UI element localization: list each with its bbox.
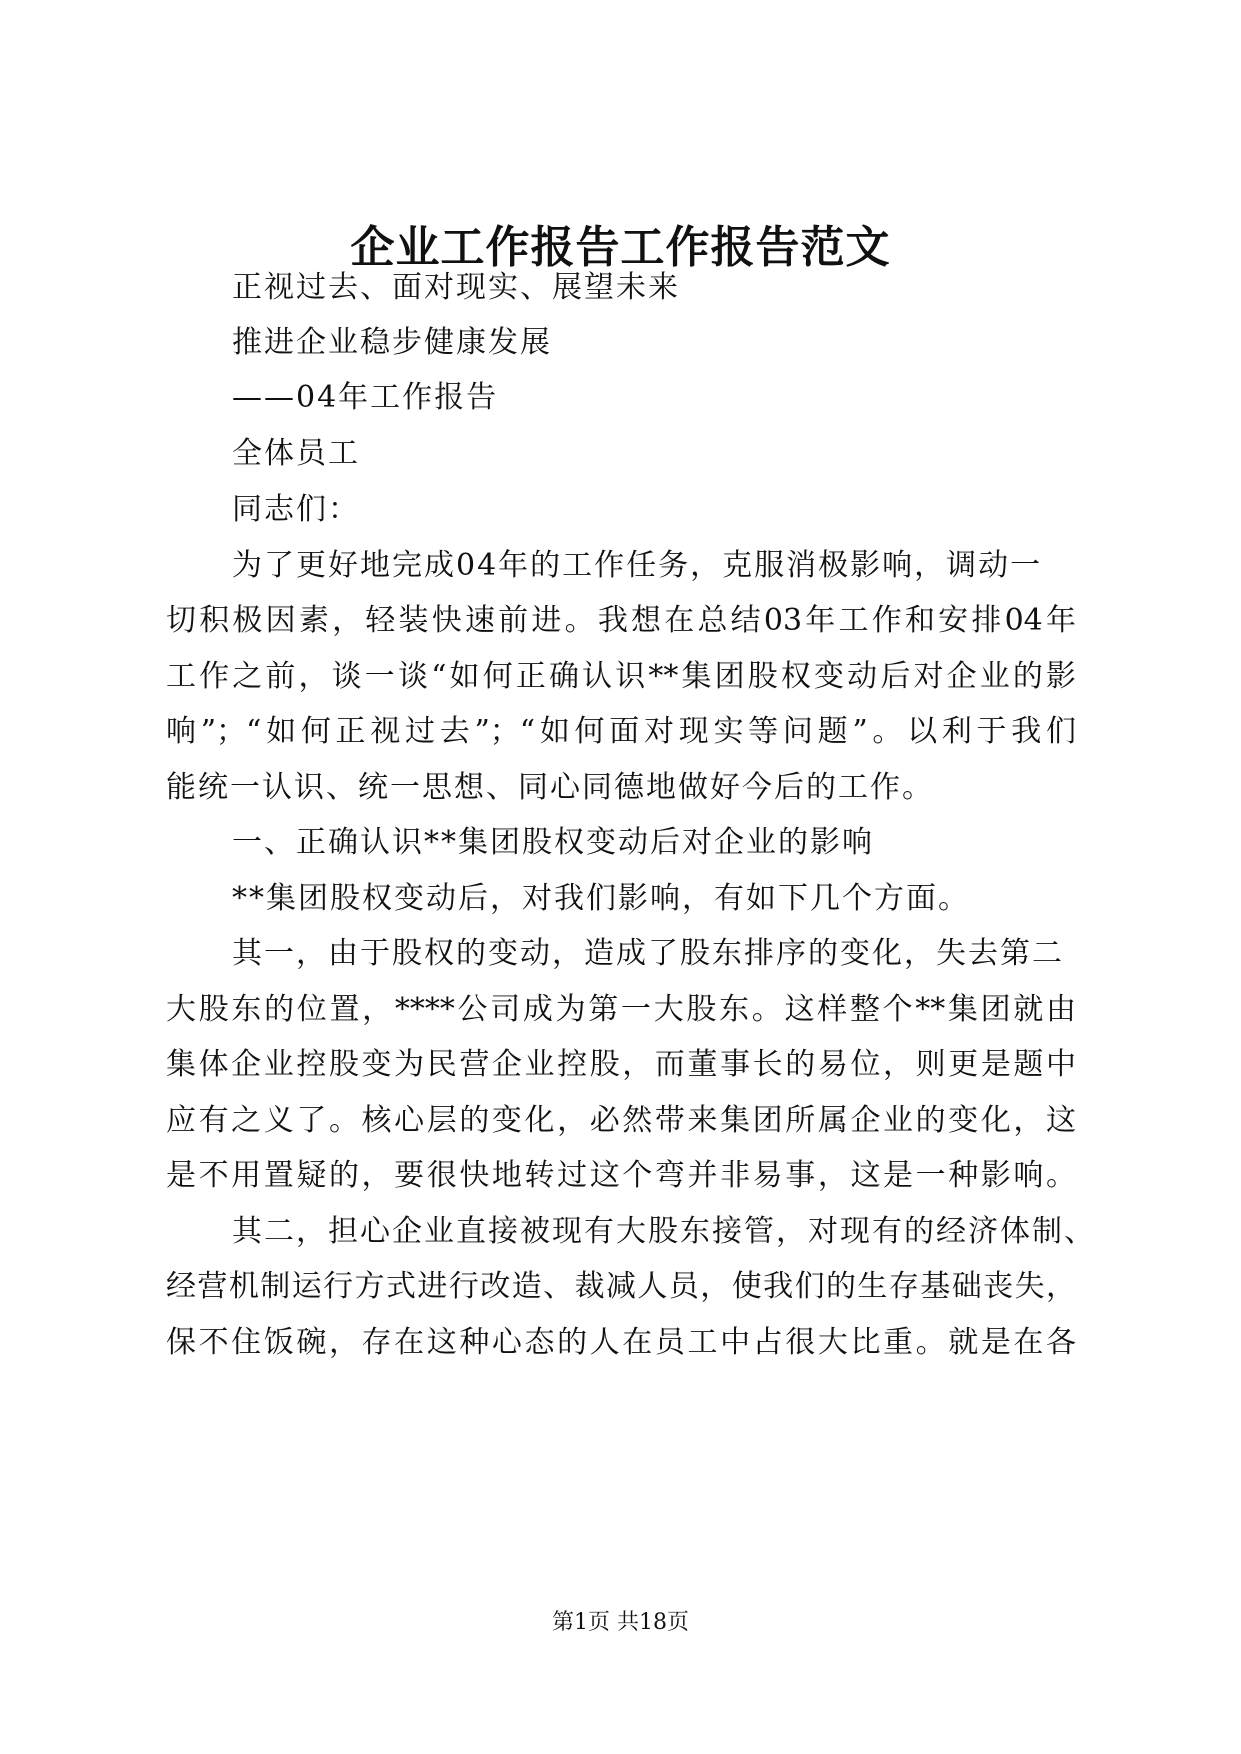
- paragraph-line: 为了更好地完成04年的工作任务，克服消极影响，调动一: [232, 548, 1043, 583]
- paragraph-line: 其二，担心企业直接被现有大股东接管，对现有的经济体制、: [232, 1214, 1096, 1249]
- document-title: 企业工作报告工作报告范文: [350, 222, 891, 273]
- paragraph-line: 集体企业控股变为民营企业控股，而董事长的易位，则更是题中: [166, 1047, 1076, 1082]
- salutation-line: 同志们：: [232, 492, 360, 527]
- heading-line: 正视过去、面对现实、展望未来: [232, 270, 680, 305]
- page-number-footer: 第1页 共18页: [552, 1610, 689, 1635]
- paragraph-line: 其一，由于股权的变动，造成了股东排序的变化，失去第二: [232, 936, 1064, 971]
- paragraph-line: 经营机制运行方式进行改造、裁减人员，使我们的生存基础丧失，: [166, 1269, 1076, 1304]
- section-heading: 一、正确认识**集团股权变动后对企业的影响: [232, 825, 874, 860]
- recipient-line: 全体员工: [232, 436, 360, 471]
- paragraph-line: 切积极因素，轻装快速前进。我想在总结03年工作和安排04年: [166, 603, 1076, 638]
- paragraph-line: 大股东的位置，****公司成为第一大股东。这样整个**集团就由: [166, 992, 1076, 1027]
- paragraph-line: **集团股权变动后，对我们影响，有如下几个方面。: [232, 881, 970, 916]
- paragraph-line: 应有之义了。核心层的变化，必然带来集团所属企业的变化，这: [166, 1103, 1076, 1138]
- paragraph-line: 响”；“如何正视过去”；“如何面对现实等问题”。以利于我们: [166, 714, 1076, 749]
- paragraph-line: 工作之前，谈一谈“如何正确认识**集团股权变动后对企业的影: [166, 659, 1076, 694]
- heading-line: 推进企业稳步健康发展: [232, 325, 552, 360]
- paragraph-line: 能统一认识、统一思想、同心同德地做好今后的工作。: [166, 770, 934, 805]
- paragraph-line: 保不住饭碗，存在这种心态的人在员工中占很大比重。就是在各: [166, 1325, 1076, 1360]
- paragraph-line: 是不用置疑的，要很快地转过这个弯并非易事，这是一种影响。: [166, 1158, 1076, 1193]
- heading-line: ——04年工作报告: [232, 380, 499, 415]
